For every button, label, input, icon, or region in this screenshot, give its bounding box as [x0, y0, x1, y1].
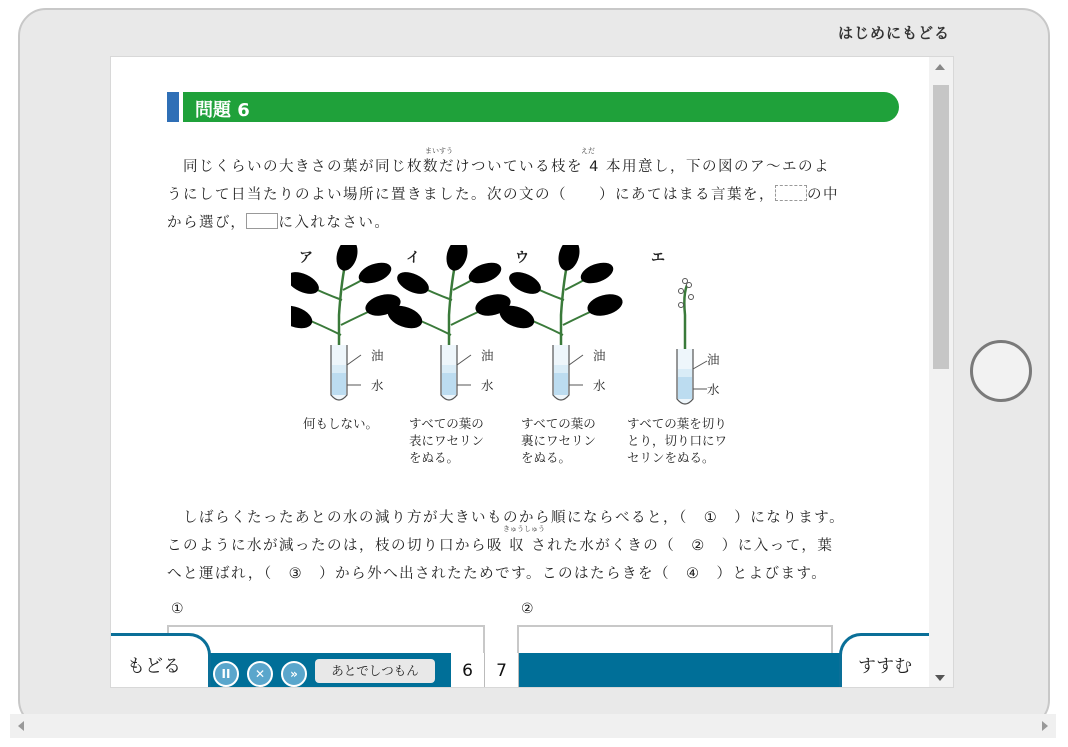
figure-label-a: ア — [299, 250, 313, 266]
water-label-e: 水 — [707, 382, 720, 397]
caption-u-line3: をぬる。 — [521, 450, 572, 465]
water-label-a: 水 — [371, 378, 384, 393]
pause-icon[interactable]: II — [213, 661, 239, 687]
caption-u-line2: 裏にワセリン — [521, 433, 597, 448]
plant-i — [385, 245, 513, 400]
paragraph1-line3-tail: に入れなさい。 — [278, 215, 391, 231]
question-title: 問題 6 — [195, 100, 250, 121]
page-number-6[interactable]: 6 — [451, 653, 485, 688]
answer-box-sample — [246, 213, 278, 229]
back-button[interactable] — [111, 633, 211, 688]
water-label-i: 水 — [481, 378, 494, 393]
paragraph2-line3: へと運ばれ，（ ③ ）から外へ出されたためです。このはたらきを（ ④ ）とよびます。 — [167, 566, 828, 582]
next-button-label: すすむ — [858, 656, 913, 677]
ruby-maisuu: まいすう — [425, 147, 453, 155]
paragraph1-line3-text: から選び， — [167, 215, 247, 231]
oil-label-i: 油 — [481, 348, 494, 363]
plant-figure — [291, 245, 731, 415]
answer-label-2: ② — [521, 601, 534, 617]
caption-a-line1: 何もしない。 — [303, 416, 379, 431]
home-button[interactable] — [970, 340, 1032, 402]
paragraph2-line2: このように水が減ったのは，枝の切り口から吸 収 された水がくきの（ ② ）に入って，葉 — [167, 538, 834, 554]
paragraph1-line3 — [167, 211, 390, 232]
plant-a — [291, 245, 403, 400]
plant-u — [497, 245, 625, 400]
ruby-eda: えだ — [581, 147, 595, 155]
header-accent — [167, 92, 179, 122]
figure-label-e: エ — [651, 250, 665, 266]
paragraph1-line2-text: うにして日当たりのよい場所に置きました。次の文の（ ）にあてはまる言葉を， — [167, 187, 775, 203]
caption-i-line2: 表にワセリン — [409, 433, 485, 448]
caption-e-line1: すべての葉を切り — [627, 416, 727, 431]
next-button[interactable] — [839, 633, 931, 688]
caption-e — [627, 415, 727, 466]
question-header — [167, 92, 899, 122]
page-number-7[interactable]: 7 — [485, 653, 519, 688]
water-label-u: 水 — [593, 378, 606, 393]
caption-u — [521, 415, 596, 466]
caption-a — [303, 415, 378, 432]
choice-box-dotted — [775, 185, 807, 201]
back-to-start-link[interactable]: はじめにもどる — [838, 24, 951, 42]
paragraph1-line2 — [167, 183, 839, 204]
paragraph1-line2-tail: の中 — [807, 187, 839, 203]
scroll-thumb[interactable] — [933, 85, 949, 369]
content-screen — [110, 56, 954, 688]
oil-label-e: 油 — [707, 352, 720, 367]
plant-e — [677, 279, 707, 405]
caption-e-line3: セリンをぬる。 — [627, 450, 715, 465]
caption-i-line3: をぬる。 — [409, 450, 460, 465]
answer-label-1: ① — [171, 601, 184, 617]
fast-forward-icon[interactable]: » — [281, 661, 307, 687]
oil-label-u: 油 — [593, 348, 606, 363]
ask-later-button[interactable]: あとでしつもん — [315, 659, 435, 683]
figure-label-u: ウ — [515, 250, 529, 266]
close-icon[interactable]: ✕ — [247, 661, 273, 687]
oil-label-a: 油 — [371, 348, 384, 363]
caption-e-line2: とり，切り口にワ — [627, 433, 728, 448]
scroll-left-icon[interactable] — [18, 721, 24, 731]
caption-u-line1: すべての葉の — [521, 416, 596, 431]
header-bar — [183, 92, 899, 122]
paragraph1-line1: 同じくらいの大きさの葉が同じ枚数だけついている枝を 4 本用意し，下の図のア～エのよ — [183, 159, 830, 175]
paragraph2-line1: しばらくたったあとの水の減り方が大きいものから順にならべると，（ ① ）になります。 — [183, 510, 846, 526]
ruby-kyuushuu: きゅうしゅう — [503, 525, 545, 533]
caption-i — [409, 415, 484, 466]
scroll-right-icon[interactable] — [1042, 721, 1048, 731]
horizontal-scrollbar[interactable] — [10, 714, 1056, 738]
back-button-label: もどる — [127, 656, 181, 677]
scroll-up-icon[interactable] — [935, 64, 945, 70]
figure-label-i: イ — [406, 250, 420, 266]
vertical-scrollbar[interactable] — [929, 57, 953, 688]
scroll-down-icon[interactable] — [935, 675, 945, 681]
caption-i-line1: すべての葉の — [409, 416, 484, 431]
